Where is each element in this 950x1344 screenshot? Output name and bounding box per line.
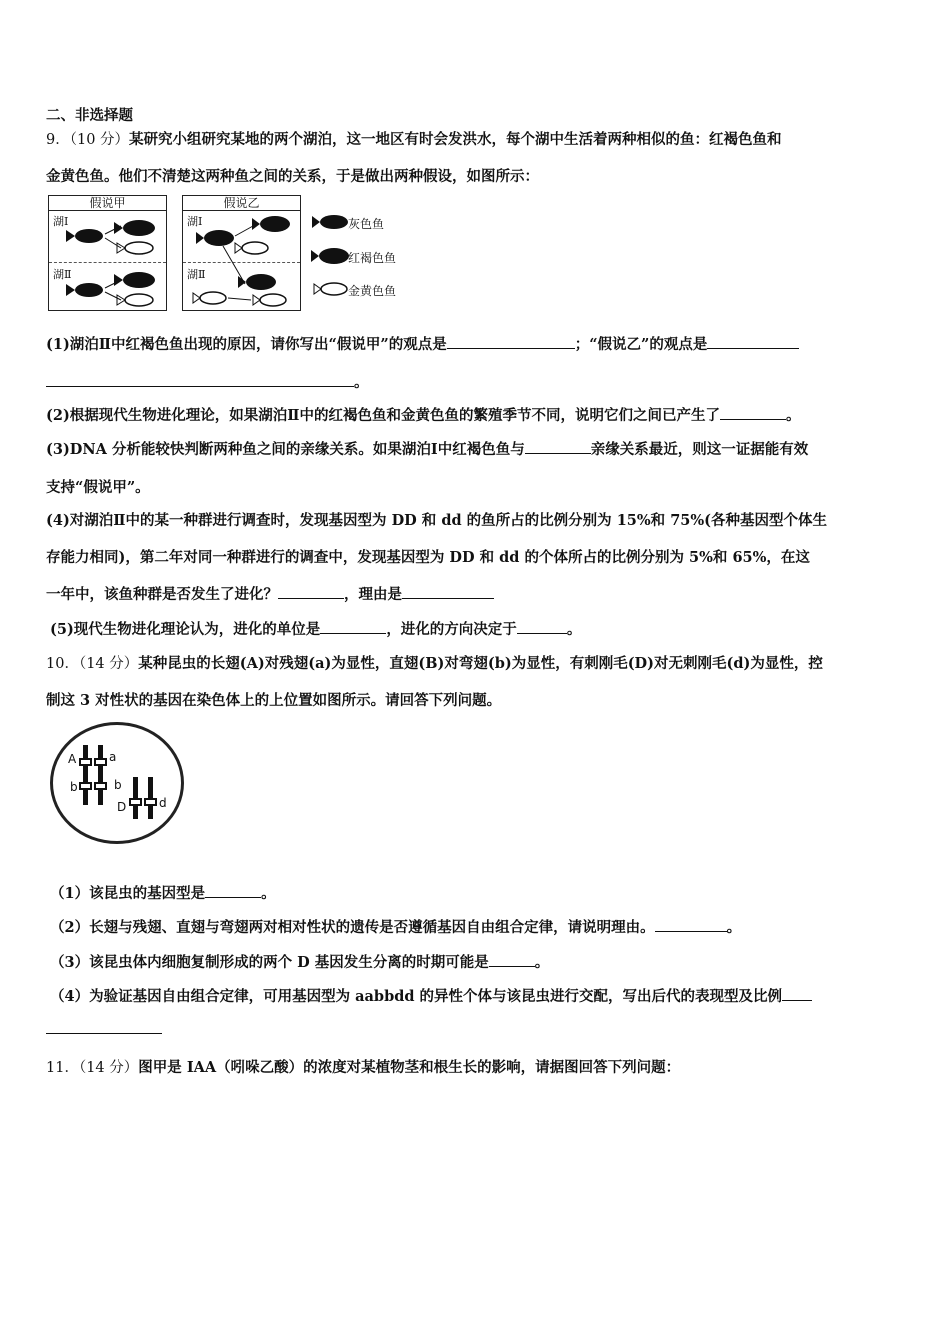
chromosome-pair-1 [80, 745, 106, 805]
q10-part3-end: 。 [534, 954, 550, 971]
lake-2-label-b: 湖Ⅱ [187, 268, 206, 281]
hypothesis-a-title: 假说甲 [49, 196, 166, 211]
q9-part3-line2: 支持“假说甲”。 [46, 479, 150, 496]
answer-blank[interactable] [707, 334, 799, 349]
q9-points: （10 分） [69, 132, 130, 148]
gray-fish-icon [66, 229, 103, 243]
q9-part2-text: (2)根据现代生物进化理论，如果湖泊Ⅱ中的红褐色鱼和金黄色鱼的繁殖季节不同，说明它们之间已产生了 [46, 407, 721, 424]
lake-1-label-b: 湖Ⅰ [187, 215, 203, 228]
q10-intro-line2: 制这 3 对性状的基因在染色体上的上位置如图所示。请回答下列问题。 [46, 692, 502, 709]
q9-part3-line1 [46, 438, 808, 459]
answer-blank[interactable] [782, 986, 812, 1001]
red-brown-fish-icon [311, 248, 349, 264]
q9-part5-text-b: ，进化的方向决定于 [386, 621, 517, 638]
q9-number: 9． [46, 132, 70, 148]
q9-part4-line3 [46, 583, 494, 604]
golden-fish-icon [253, 294, 286, 306]
answer-blank[interactable] [402, 584, 494, 599]
q11-intro [46, 1056, 680, 1077]
q10-intro-text1: 某种昆虫的长翅(A)对残翅(a)为显性，直翅(B)对弯翅(b)为显性，有刺刚毛(D)对无刺刚毛(d)为显性，控 [138, 655, 823, 672]
gene-label-D: D [117, 800, 127, 814]
legend-golden-fish: 金黄色鱼 [348, 284, 397, 298]
q10-part4-line2 [46, 1019, 162, 1038]
q11-text: 图甲是 IAA（吲哚乙酸）的浓度对某植物茎和根生长的影响，请据图回答下列问题： [138, 1059, 681, 1076]
q10-part2-text: （2）长翅与残翅、直翅与弯翅两对相对性状的遗传是否遵循基因自由组合定律，请说明理由。 [50, 919, 655, 936]
hypothesis-b-title: 假说乙 [183, 196, 300, 211]
red-brown-fish-icon [238, 274, 276, 290]
q9-part1-end: 。 [354, 374, 369, 391]
golden-fish-icon [235, 242, 268, 254]
q11-number: 11． [46, 1060, 79, 1076]
q9-part1-text-b: ；“假说乙”的观点是 [574, 336, 708, 353]
q9-part5-text-a: (5)现代生物进化理论认为，进化的单位是 [50, 621, 321, 638]
red-brown-fish-icon [114, 220, 155, 236]
q9-part1-line2 [46, 371, 369, 392]
q10-part4-line1 [50, 985, 812, 1006]
hypothesis-b-box [182, 195, 301, 311]
answer-blank[interactable] [278, 584, 344, 599]
q9-part1-text-a: (1)湖泊Ⅱ中红褐色鱼出现的原因，请你写出“假说甲”的观点是 [46, 336, 447, 353]
q10-part1 [50, 882, 276, 903]
q10-part3-text: （3）该昆虫体内细胞复制形成的两个 D 基因发生分离的时期可能是 [50, 954, 489, 971]
lake-1-label-a: 湖Ⅰ [53, 215, 69, 228]
answer-blank[interactable] [489, 952, 535, 967]
gene-label-a: a [109, 750, 117, 764]
q9-part4-line2: 存能力相同)，第二年对同一种群进行的调查中，发现基因型为 DD 和 dd 的个体所占的比例分别为 5%和 65%，在这 [46, 549, 810, 566]
gene-label-b-left: b [70, 780, 78, 794]
q9-part4-line1: (4)对湖泊Ⅱ中的某一种群进行调查时，发现基因型为 DD 和 dd 的鱼所占的比例分别为 15%和 75%(各种基因型个体生 [46, 512, 828, 529]
answer-blank[interactable] [447, 334, 575, 349]
answer-blank[interactable] [205, 883, 261, 898]
q10-part2 [50, 916, 741, 937]
gene-label-b-right: b [114, 778, 122, 792]
hypothesis-figure [48, 195, 408, 313]
q9-part5 [50, 618, 581, 639]
q10-part4-text: （4）为验证基因自由组合定律，可用基因型为 aabbdd 的异性个体与该昆虫进行交配，写出后代的表现型及比例 [50, 988, 783, 1005]
q9-part5-end: 。 [566, 621, 582, 638]
hypothesis-b-fish [183, 196, 300, 310]
red-brown-fish-icon [252, 216, 290, 232]
q10-part3 [50, 951, 549, 972]
q9-part1-line1 [46, 333, 799, 354]
answer-blank[interactable] [655, 917, 727, 932]
red-brown-fish-icon [196, 230, 234, 246]
q10-intro-line1 [46, 652, 823, 673]
chromosome-pair-2 [130, 777, 156, 819]
q9-part2-end: 。 [786, 407, 801, 424]
lake-2-label-a: 湖Ⅱ [53, 268, 72, 281]
answer-blank[interactable] [46, 372, 354, 387]
q10-part1-text: （1）该昆虫的基因型是 [50, 885, 206, 902]
section-title: 二、非选择题 [46, 107, 133, 124]
legend-gray-fish: 灰色鱼 [348, 217, 385, 231]
gene-label-d: d [159, 796, 167, 810]
q9-part3-text-b: 亲缘关系最近，则这一证据能有效 [590, 441, 809, 458]
gene-label-A: A [68, 752, 77, 766]
hypothesis-a-box [48, 195, 167, 311]
legend-red-brown-fish: 红褐色鱼 [348, 251, 397, 265]
q9-intro-text1: 某研究小组研究某地的两个湖泊，这一地区有时会发洪水，每个湖中生活着两种相似的鱼：红褐色鱼和 [129, 131, 782, 148]
q11-points: （14 分） [78, 1060, 139, 1076]
gray-fish-icon [66, 283, 103, 297]
answer-blank[interactable] [517, 619, 567, 634]
q9-intro-line1 [46, 128, 782, 149]
answer-blank[interactable] [720, 405, 786, 420]
golden-fish-icon [117, 242, 153, 254]
golden-fish-icon [193, 292, 226, 304]
golden-fish-icon [314, 283, 347, 295]
q10-points: （14 分） [78, 656, 139, 672]
q10-part1-end: 。 [261, 885, 276, 902]
q9-part4-text-c: 一年中，该鱼种群是否发生了进化？ [46, 586, 278, 603]
golden-fish-icon [117, 294, 153, 306]
q10-part2-end: 。 [726, 919, 742, 936]
q10-number: 10． [46, 656, 79, 672]
answer-blank[interactable] [46, 1019, 162, 1034]
gray-fish-icon [312, 215, 348, 229]
q9-part2 [46, 404, 801, 425]
q9-part4-text-d: ，理由是 [344, 586, 402, 603]
answer-blank[interactable] [320, 619, 386, 634]
q9-part3-text-a: (3)DNA 分析能较快判断两种鱼之间的亲缘关系。如果湖泊Ⅰ中红褐色鱼与 [46, 441, 525, 458]
hypothesis-a-fish [49, 196, 166, 310]
q9-intro-line2: 金黄色鱼。他们不清楚这两种鱼之间的关系，于是做出两种假设，如图所示： [46, 168, 539, 185]
answer-blank[interactable] [525, 439, 591, 454]
